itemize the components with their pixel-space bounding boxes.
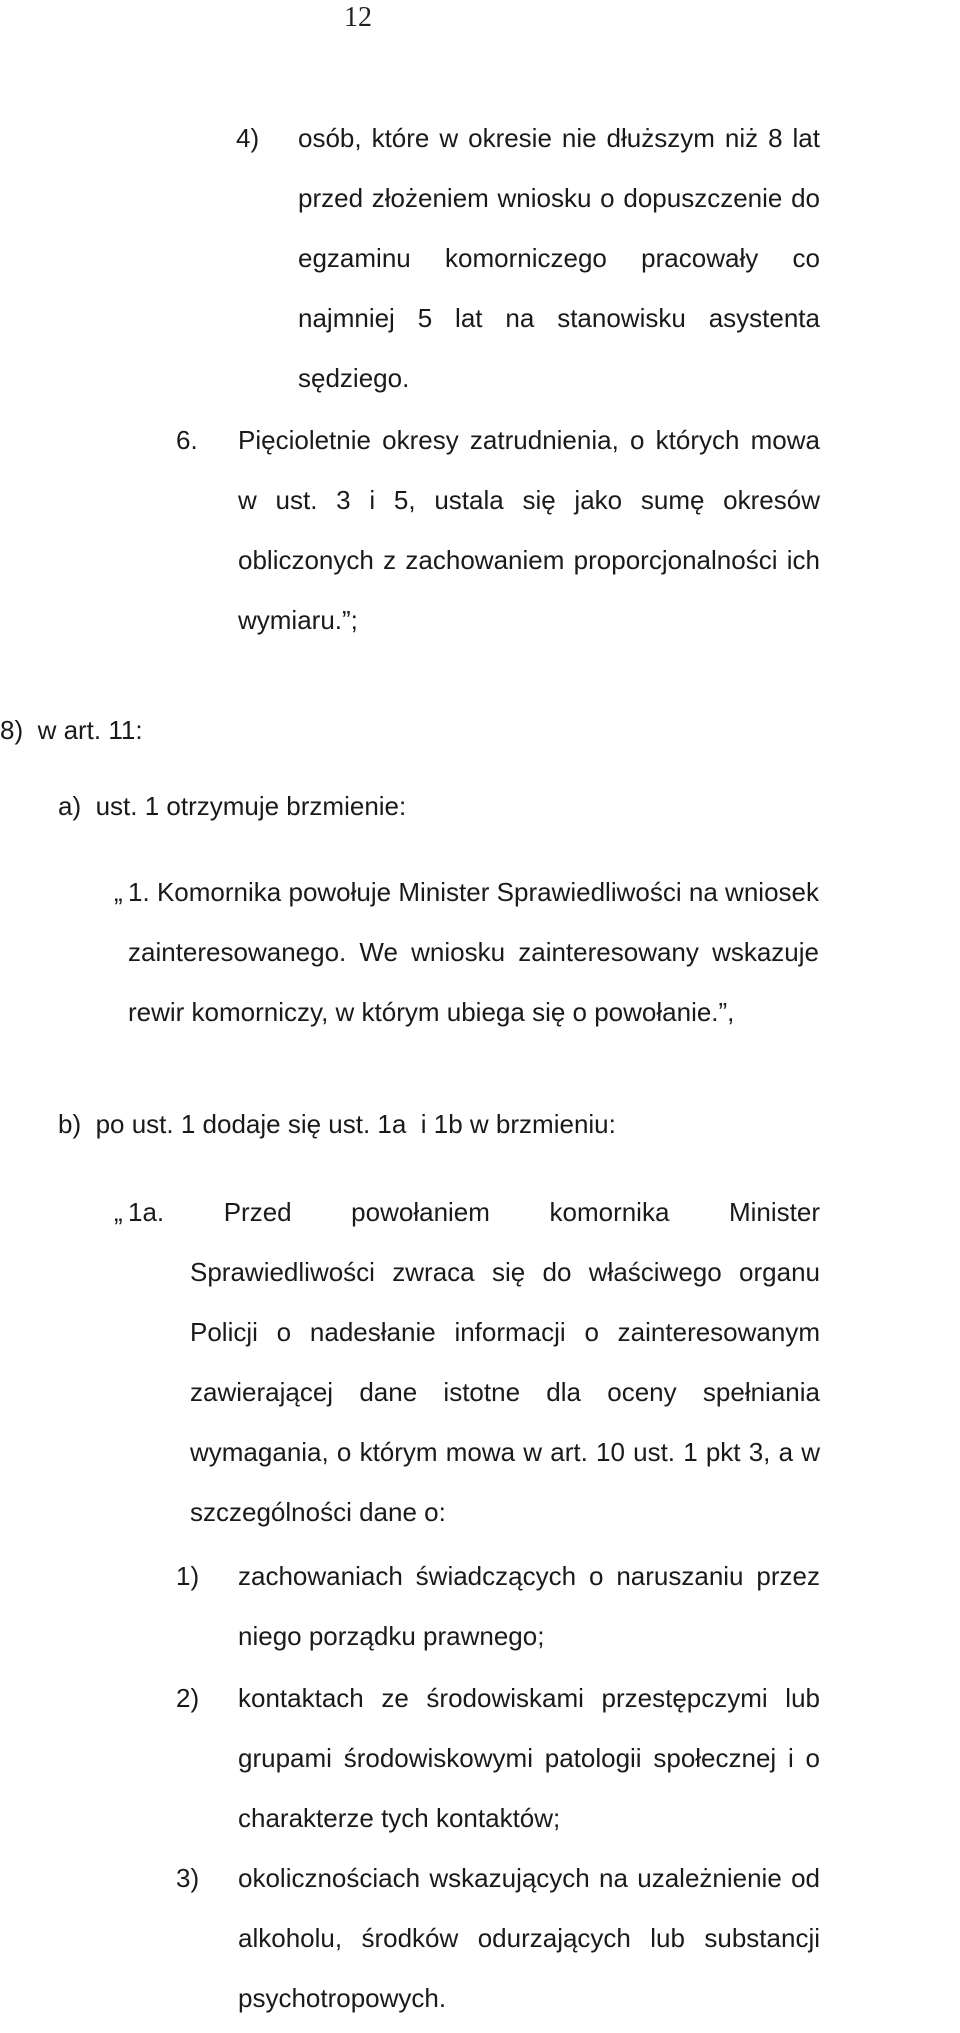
quoted-text: 1. Komornika powołuje Minister Sprawiedliwości na wniosek zainteresowanego. We wniosku zainteresowany wskazuje rewir komorniczy, w którym ubiega się o powołanie.”, [128,877,819,1027]
item-number: 1) [176,1561,200,1591]
item-number: 3) [176,1863,200,1893]
list-item-3 [176,1848,820,2028]
opening-quote: „ [114,1197,123,1227]
list-item-1 [176,1546,820,1666]
quoted-provision-1a [190,1242,820,1542]
item-text: okolicznościach wskazujących na uzależnienie od alkoholu, środków odurzających lub substancji psychotropowych. [238,1863,820,2013]
list-item-4 [236,108,820,408]
quoted-heading: 1a. Przed powołaniem komornika Minister [128,1197,820,1227]
subpoint-b: b) po ust. 1 dodaje się ust. 1a i 1b w brzmieniu: [58,1109,616,1139]
item-text: zachowaniach świadczących o naruszaniu przez niego porządku prawnego; [238,1561,820,1651]
point-8: 8) w art. 11: [0,715,143,745]
item-number: 4) [236,123,260,153]
subpoint-a: a) ust. 1 otrzymuje brzmienie: [58,791,407,821]
paragraph-number: 6. [176,425,198,455]
paragraph-6 [176,410,820,650]
quoted-text: Sprawiedliwości zwraca się do właściwego organu Policji o nadesłanie informacji o zainteresowanym zawierającej dane istotne dla oceny spełniania wymagania, o którym mowa w art. 10 ust. 1 pkt 3, a w szczególności dane o: [190,1257,820,1527]
item-text: kontaktach ze środowiskami przestępczymi lub grupami środowiskowymi patologii społecznej i o charakterze tych kontaktów; [238,1683,820,1833]
quoted-provision-1 [128,862,819,1042]
item-number: 2) [176,1683,200,1713]
list-item-2 [176,1668,820,1848]
paragraph-text: Pięcioletnie okresy zatrudnienia, o których mowa w ust. 3 i 5, ustala się jako sumę okresów obliczonych z zachowaniem proporcjonalności ich wymiaru.”; [238,425,820,635]
page-number: 12 [344,2,372,33]
opening-quote: „ [114,877,123,907]
item-text: osób, które w okresie nie dłuższym niż 8 lat przed złożeniem wniosku o dopuszczenie do egzaminu komorniczego pracowały co najmniej 5 lat na stanowisku asystenta sędziego. [298,123,820,393]
